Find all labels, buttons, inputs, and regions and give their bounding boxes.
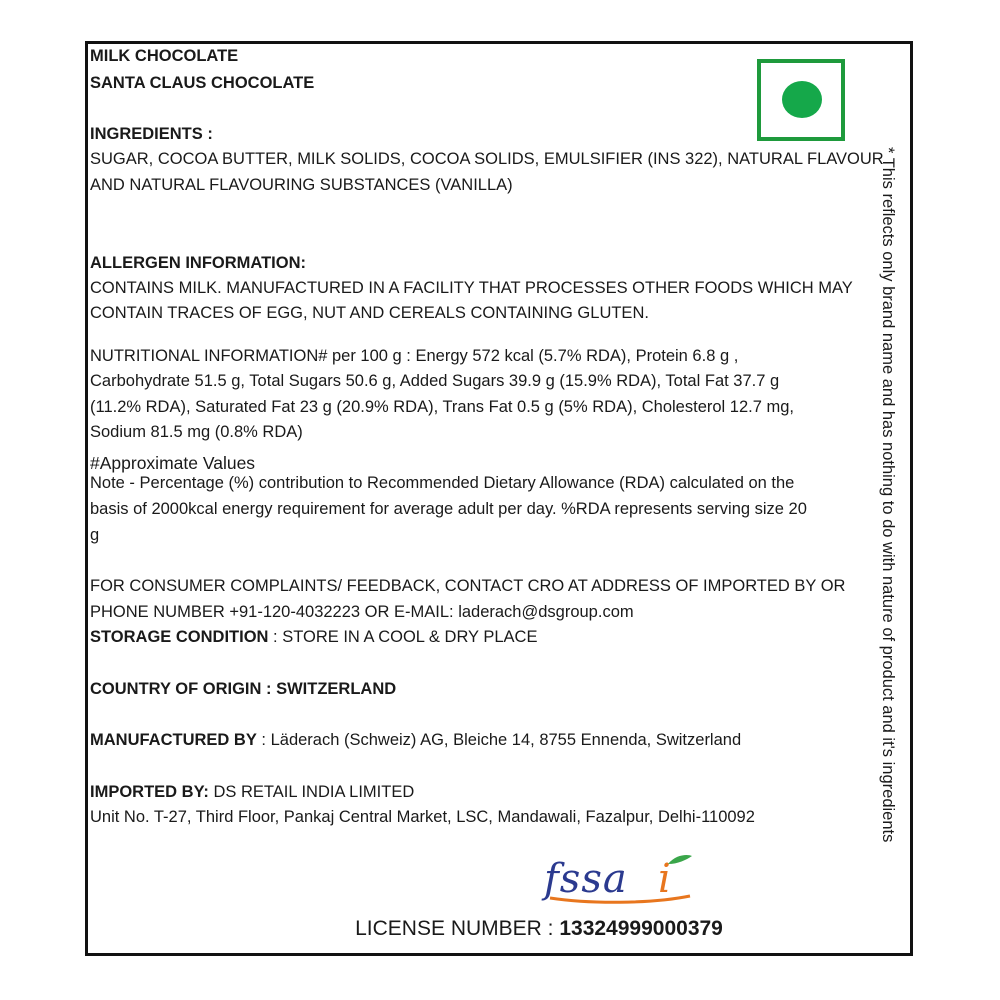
manufacturer-value: : Läderach (Schweiz) AG, Bleiche 14, 8755 Ennenda, Switzerland: [256, 731, 742, 749]
importer: [90, 782, 414, 802]
importer-label: IMPORTED BY:: [90, 783, 209, 801]
ingredients-line: SUGAR, COCOA BUTTER, MILK SOLIDS, COCOA SOLIDS, EMULSIFIER (INS 322), NATURAL FLAVOUR: [90, 150, 884, 168]
importer-value: DS RETAIL INDIA LIMITED: [208, 783, 415, 801]
nutrition-line: Carbohydrate 51.5 g, Total Sugars 50.6 g, Added Sugars 39.9 g (15.9% RDA), Total Fat 37.7 g: [90, 372, 780, 390]
nutrition-line: Sodium 81.5 mg (0.8% RDA): [90, 423, 303, 441]
nutrition-line: (11.2% RDA), Saturated Fat 23 g (20.9% RDA), Trans Fat 0.5 g (5% RDA), Cholesterol 12.7 mg,: [90, 398, 794, 416]
complaints-line: PHONE NUMBER +91-120-4032223 OR E-MAIL: laderach@dsgroup.com: [90, 603, 634, 621]
approx-values-note: #Approximate Values: [90, 453, 256, 473]
country-of-origin: COUNTRY OF ORIGIN : SWITZERLAND: [90, 680, 397, 698]
storage-condition: [90, 627, 537, 647]
side-disclaimer-text: * This reflects only brand name and has nothing to do with nature of product and it's ingredients: [879, 147, 897, 843]
storage-value: : STORE IN A COOL & DRY PLACE: [268, 628, 538, 646]
svg-text:i: i: [658, 856, 671, 902]
ingredients-heading: INGREDIENTS :: [90, 125, 213, 143]
importer-address: Unit No. T-27, Third Floor, Pankaj Central Market, LSC, Mandawali, Fazalpur, Delhi-110092: [90, 808, 755, 826]
ingredients-line: AND NATURAL FLAVOURING SUBSTANCES (VANILLA): [90, 176, 513, 194]
manufacturer-label: MANUFACTURED BY: [90, 731, 257, 749]
allergen-line: CONTAIN TRACES OF EGG, NUT AND CEREALS CONTAINING GLUTEN.: [90, 304, 649, 322]
allergen-heading: ALLERGEN INFORMATION:: [90, 254, 307, 272]
veg-mark-icon: [757, 59, 845, 141]
svg-text:fssa: fssa: [544, 856, 628, 902]
fssai-logo-icon: [540, 852, 700, 904]
allergen-line: CONTAINS MILK. MANUFACTURED IN A FACILITY THAT PROCESSES OTHER FOODS WHICH MAY: [90, 279, 853, 297]
rda-note-line: Note - Percentage (%) contribution to Recommended Dietary Allowance (RDA) calculated on the: [90, 474, 795, 492]
product-type: MILK CHOCOLATE: [90, 47, 239, 65]
license-number: 13324999000379: [559, 917, 723, 940]
license: [0, 916, 1000, 942]
storage-label: STORAGE CONDITION: [90, 628, 269, 646]
nutrition-line: NUTRITIONAL INFORMATION# per 100 g : Energy 572 kcal (5.7% RDA), Protein 6.8 g ,: [90, 347, 739, 365]
complaints-line: FOR CONSUMER COMPLAINTS/ FEEDBACK, CONTACT CRO AT ADDRESS OF IMPORTED BY OR: [90, 577, 846, 595]
product-name: SANTA CLAUS CHOCOLATE: [90, 74, 315, 92]
side-disclaimer: [878, 147, 898, 912]
license-label: LICENSE NUMBER :: [355, 917, 560, 940]
manufacturer: [90, 730, 741, 750]
rda-note-line: basis of 2000kcal energy requirement for average adult per day. %RDA represents serving size 20: [90, 500, 807, 518]
rda-note-line: g: [90, 526, 100, 544]
